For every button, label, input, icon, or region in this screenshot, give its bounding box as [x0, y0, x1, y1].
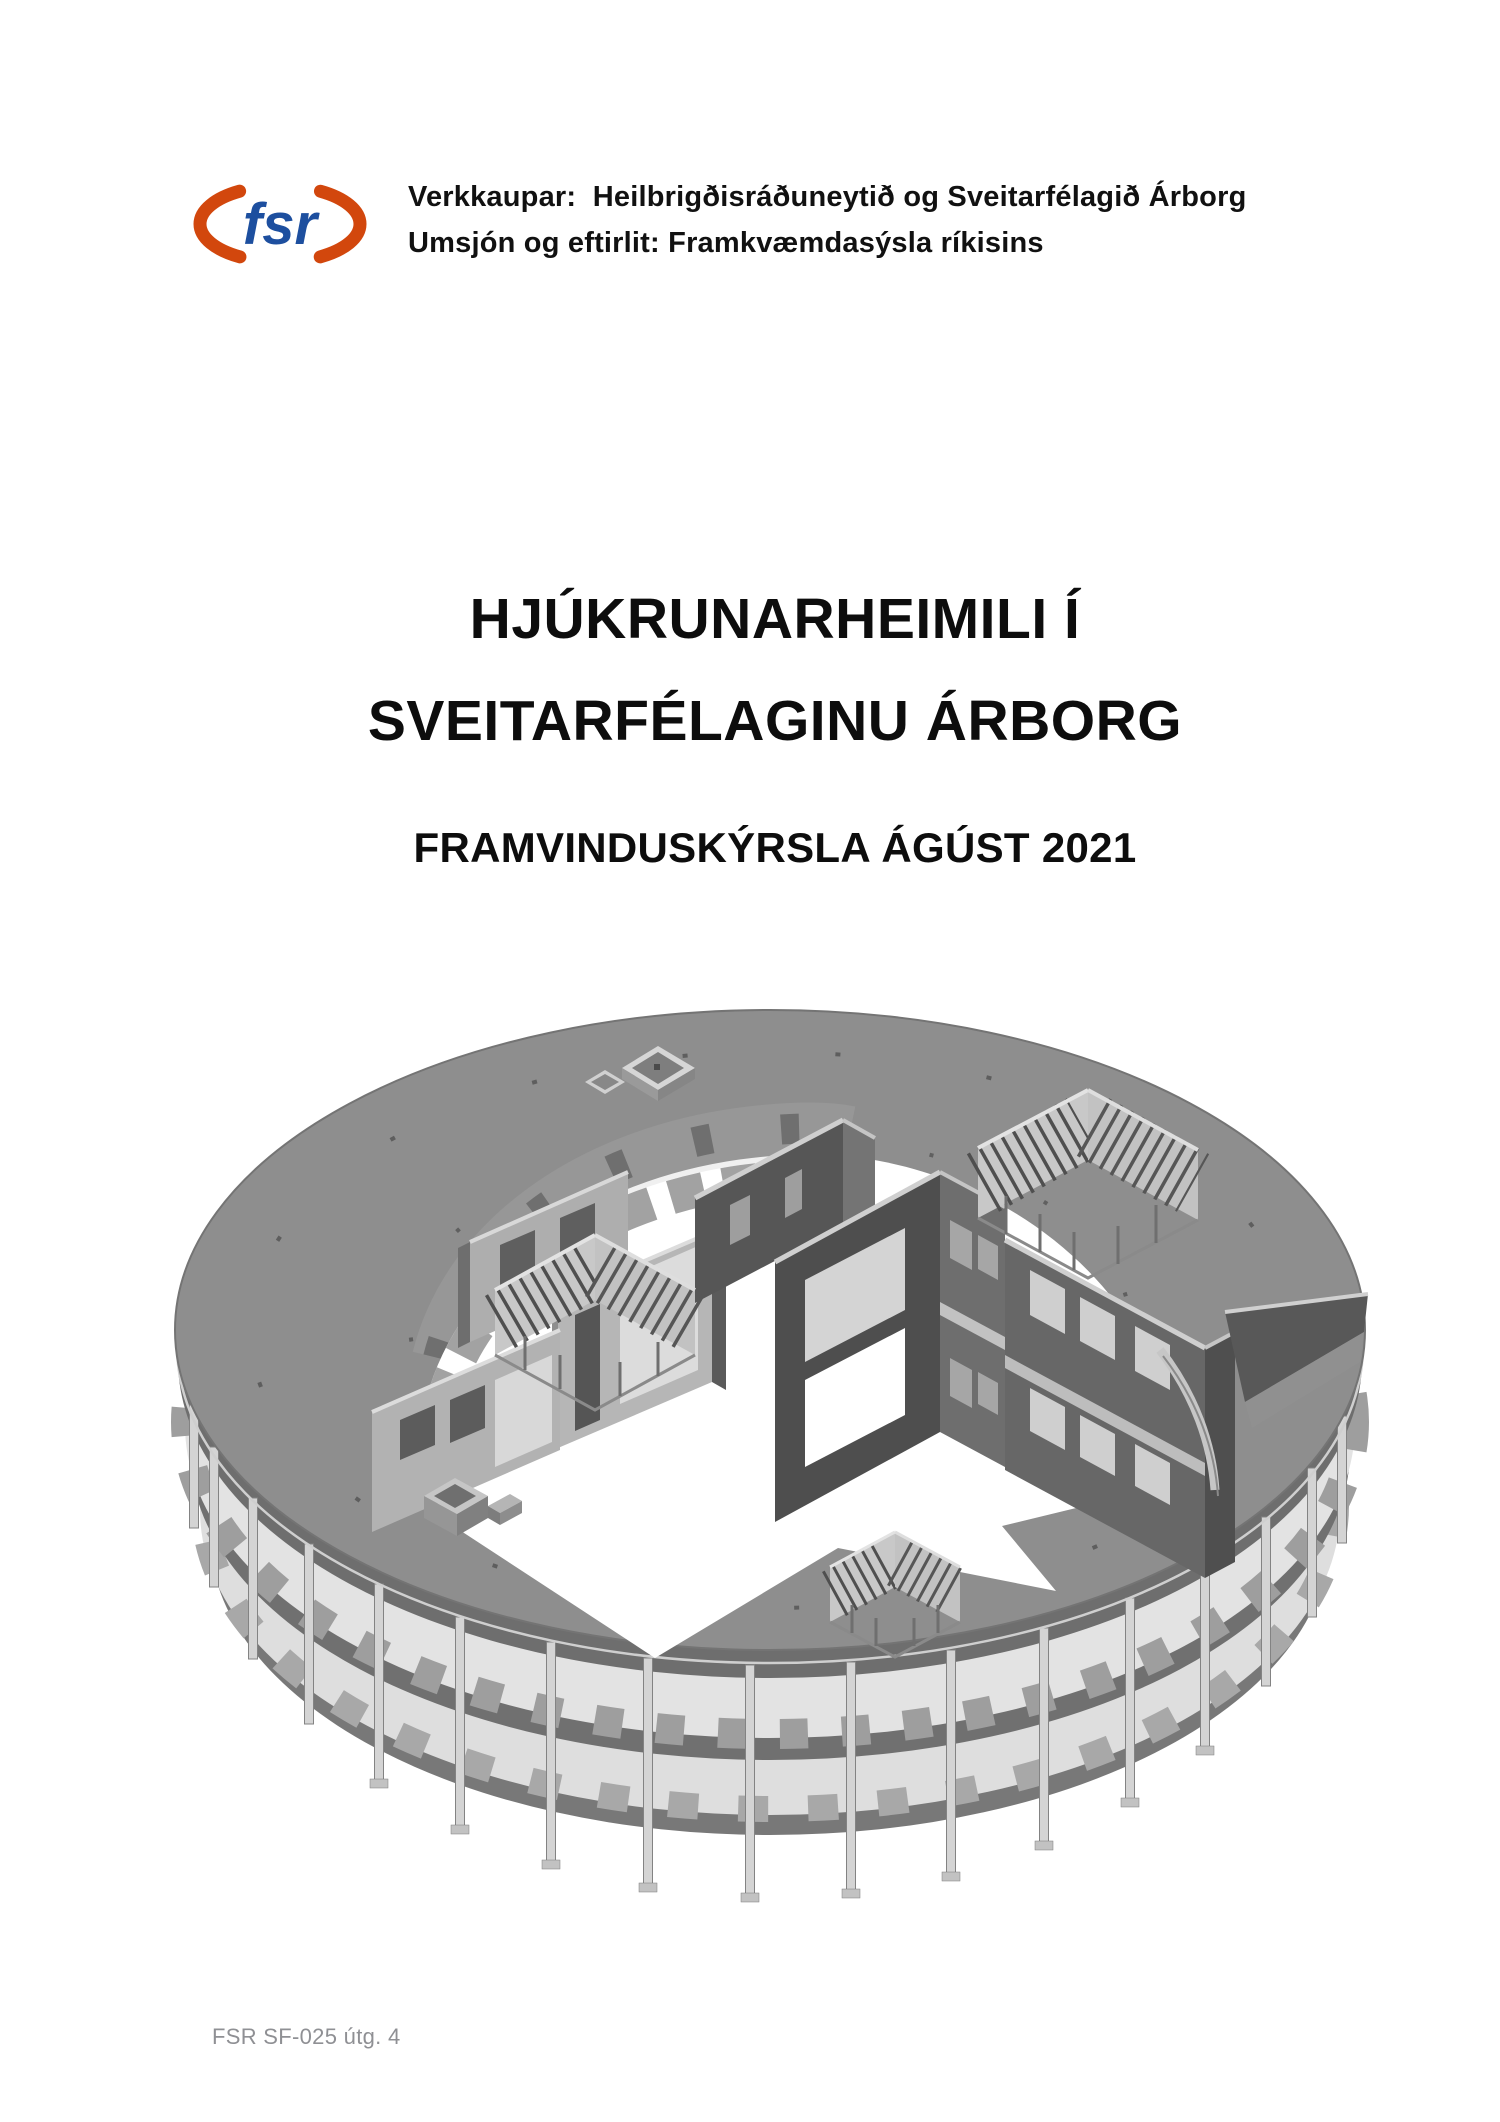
building-model-figure [150, 950, 1400, 1925]
footer-document-code: FSR SF-025 útg. 4 [212, 2024, 401, 2049]
report-title-line2: SVEITARFÉLAGINU ÁRBORG [367, 689, 1183, 753]
header-line-supervision: Umsjón og eftirlit: Framkvæmdasýsla ríkisins [408, 227, 1044, 259]
header-line-buyers: Verkkaupar: Heilbrigðisráðuneytið og Sveitarfélagið Árborg [408, 181, 1247, 213]
fsr-logo-text: fsr [242, 192, 318, 257]
fsr-logo [186, 176, 374, 272]
report-subtitle: FRAMVINDUSKÝRSLA ÁGÚST 2021 [413, 824, 1137, 871]
report-title-line1: HJÚKRUNARHEIMILI Í [469, 587, 1081, 651]
